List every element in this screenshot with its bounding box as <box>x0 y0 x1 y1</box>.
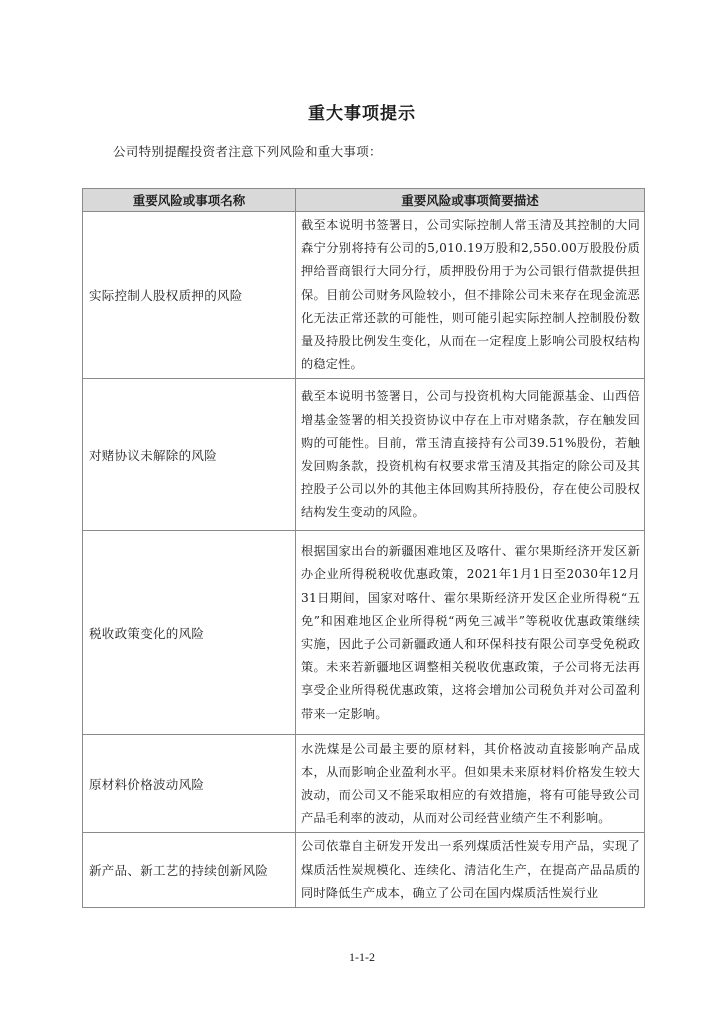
risk-name-cell: 新产品、新工艺的持续创新风险 <box>83 833 296 908</box>
risk-description-cell: 根据国家出台的新疆困难地区及喀什、霍尔果斯经济开发区新办企业所得税税收优惠政策，2021年1月1日至2030年12月31日期间，国家对喀什、霍尔果斯经济开发区企业所得税“五免”和困难地区企业所得税“两免三减半”等税收优惠政策继续实施，因此子公司新疆政通人和环保科技有限公司享受免税政策。未来若新疆地区调整相关税收优惠政策，子公司将无法再享受企业所得税优惠政策，这将会增加公司税负并对公司盈利带来一定影响。 <box>296 531 645 735</box>
risk-name-cell: 原材料价格波动风险 <box>83 735 296 833</box>
table-row <box>83 531 645 735</box>
page-number: 1-1-2 <box>349 950 375 964</box>
intro-text: 公司特别提醒投资者注意下列风险和重大事项： <box>113 144 382 159</box>
header-risk-description: 重要风险或事项简要描述 <box>296 189 645 212</box>
risk-table <box>82 188 645 908</box>
risk-description-cell: 水洗煤是公司最主要的原材料，其价格波动直接影响产品成本，从而影响企业盈利水平。但如果未来原材料价格发生较大波动，而公司又不能采取相应的有效措施，将有可能导致公司产品毛利率的波动，从而对公司经营业绩产生不利影响。 <box>296 735 645 833</box>
header-risk-name: 重要风险或事项名称 <box>83 189 296 212</box>
risk-description-cell: 公司依靠自主研发开发出一系列煤质活性炭专用产品，实现了煤质活性炭规模化、连续化、清洁化生产，在提高产品品质的同时降低生产成本，确立了公司在国内煤质活性炭行业 <box>296 833 645 908</box>
page-title: 重大事项提示 <box>308 104 416 124</box>
risk-name-cell: 税收政策变化的风险 <box>83 531 296 735</box>
table-row <box>83 735 645 833</box>
table-row <box>83 379 645 531</box>
risk-name-cell: 实际控制人股权质押的风险 <box>83 212 296 379</box>
risk-description-cell: 截至本说明书签署日，公司实际控制人常玉清及其控制的大同森宁分别将持有公司的5,010.19万股和2,550.00万股股份质押给晋商银行大同分行，质押股份用于为公司银行借款提供担保。目前公司财务风险较小，但不排除公司未来存在现金流恶化无法正常还款的可能性，则可能引起实际控制人控制股份数量及持股比例发生变化，从而在一定程度上影响公司股权结构的稳定性。 <box>296 212 645 379</box>
table-header-row <box>83 189 645 212</box>
table-row <box>83 212 645 379</box>
risk-name-cell: 对赌协议未解除的风险 <box>83 379 296 531</box>
table-row <box>83 833 645 908</box>
risk-description-cell: 截至本说明书签署日，公司与投资机构大同能源基金、山西倍增基金签署的相关投资协议中存在上市对赌条款，存在触发回购的可能性。目前，常玉清直接持有公司39.51%股份，若触发回购条款，投资机构有权要求常玉清及其指定的除公司及其控股子公司以外的其他主体回购其所持股份，存在使公司股权结构发生变动的风险。 <box>296 379 645 531</box>
